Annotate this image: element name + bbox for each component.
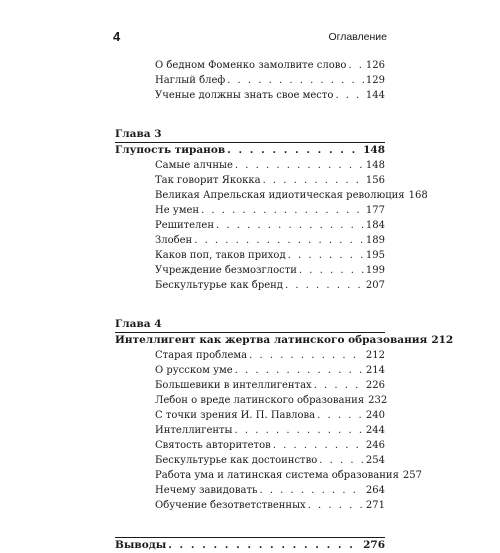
toc-entry-title: Обучение безответственных [155,500,306,511]
leader-dots [216,218,364,233]
toc-entry-title: Учреждение безмозглости [155,265,297,276]
leader-dots [235,363,364,378]
toc-entry-title: Так говорит Якокка [155,175,261,186]
leader-dots [168,538,361,553]
toc-entry-page: 214 [365,365,385,376]
toc-entry [115,278,385,293]
toc-entry-page: 246 [365,440,385,451]
toc-entry [115,423,385,438]
leader-dots [314,378,364,393]
conclusion-page: 276 [363,539,385,551]
toc-entry-title: Самые алчные [155,160,233,171]
chapter-page: 212 [431,334,454,346]
toc-entry-page: 232 [368,395,388,406]
toc-entry-page: 184 [365,220,385,231]
section-gap [115,103,385,127]
toc-entry-title: Бескультурье как бренд [155,280,283,291]
toc-entry [115,438,385,453]
toc-entry-page: 129 [365,75,385,86]
toc-entry-page: 257 [402,470,422,481]
toc-entry-page: 148 [365,160,385,171]
toc-entry-title: Работа ума и латинская система образования [155,470,399,481]
toc-entry-page: 126 [365,60,385,71]
toc-entry [115,248,385,263]
chapter-title-entry [115,333,454,348]
toc-entry-page: 168 [408,190,428,201]
leader-dots [227,73,364,88]
leader-dots [263,173,364,188]
page-number: 4 [113,29,121,44]
toc-entry-title: Ученые должны знать свое место [155,90,334,101]
toc-entry-page: 195 [365,250,385,261]
toc-entry [115,58,385,73]
toc-entry-title: Интеллигенты [155,425,233,436]
toc-entry [115,363,385,378]
conclusion-title: Выводы [115,539,167,551]
toc-entry-title: О русском уме [155,365,233,376]
chapter-label: Глава 4 [115,318,162,330]
toc-entry [115,453,385,468]
toc-entry-title: Бескультурье как достоинство [155,455,318,466]
toc-entry [115,468,422,483]
toc-entry [115,203,385,218]
leader-dots [259,483,363,498]
toc-entry-title: Не умен [155,205,200,216]
toc-entry-title: О бедном Фоменко замолвите слово [155,60,347,71]
leader-dots [249,348,364,363]
toc-entry-title: Наглый блеф [155,75,226,86]
toc-entry [115,393,388,408]
toc-entry [115,233,385,248]
toc-entry-page: 199 [365,265,385,276]
toc-entry-page: 264 [365,485,385,496]
toc-entry-title: Решителен [155,220,214,231]
toc-entry-page: 144 [365,90,385,101]
chapter-4 [115,317,454,513]
section-gap [115,513,385,537]
toc-entry-page: 156 [365,175,385,186]
toc-entry-page: 189 [365,235,385,246]
section-gap [115,293,385,317]
toc-entry-title: Злобен [155,235,193,246]
leader-dots [308,498,364,513]
conclusion [115,537,385,553]
toc-entry-title: Нечему завидовать [155,485,258,496]
toc-entry [115,73,385,88]
toc-entry [115,218,385,233]
leader-dots [273,438,364,453]
leader-dots [235,423,364,438]
toc-entry [115,483,385,498]
toc-entry-title: Святость авторитетов [155,440,271,451]
toc-entry-page: 244 [365,425,385,436]
leader-dots [227,143,361,158]
chapter-3 [115,127,428,293]
running-head: Оглавление [328,31,387,43]
toc-entry [115,188,428,203]
toc-entry-page: 226 [365,380,385,391]
leader-dots [317,408,364,423]
leader-dots [201,203,364,218]
toc-entry [115,378,385,393]
leader-dots [299,263,364,278]
toc-entry [115,173,385,188]
toc-entry [115,348,385,363]
toc-entry-title: Лебон о вреде латинского образования [155,395,365,406]
intro-entries [115,58,385,103]
toc-entry-page: 207 [365,280,385,291]
toc-entry [115,408,385,423]
chapter-page: 148 [363,144,385,156]
leader-dots [348,58,364,73]
toc-entry-page: 254 [365,455,385,466]
leader-dots [285,278,364,293]
chapter-title: Глупость тиранов [115,144,226,156]
toc-entry-page: 240 [365,410,385,421]
leader-dots [288,248,364,263]
leader-dots [235,158,364,173]
toc-entry-title: Каков поп, таков приход [155,250,286,261]
chapter-label: Глава 3 [115,128,162,140]
toc-entry-page: 212 [365,350,385,361]
table-of-contents [115,58,454,553]
toc-entry-page: 271 [365,500,385,511]
toc-entry-title: Большевики в интеллигентах [155,380,312,391]
leader-dots [194,233,364,248]
toc-entry [115,498,385,513]
leader-dots [335,88,363,103]
toc-entry [115,263,385,278]
toc-entry [115,88,385,103]
toc-entry-title: Старая проблема [155,350,248,361]
chapter-title-entry [115,143,385,158]
conclusion-entry [115,538,385,553]
toc-entry-title: Великая Апрельская идиотическая революция [155,190,405,201]
toc-entry-title: С точки зрения И. П. Павлова [155,410,316,421]
leader-dots [319,453,364,468]
chapter-title: Интеллигент как жертва латинского образования [115,334,428,346]
toc-entry [115,158,385,173]
toc-entry-page: 177 [365,205,385,216]
